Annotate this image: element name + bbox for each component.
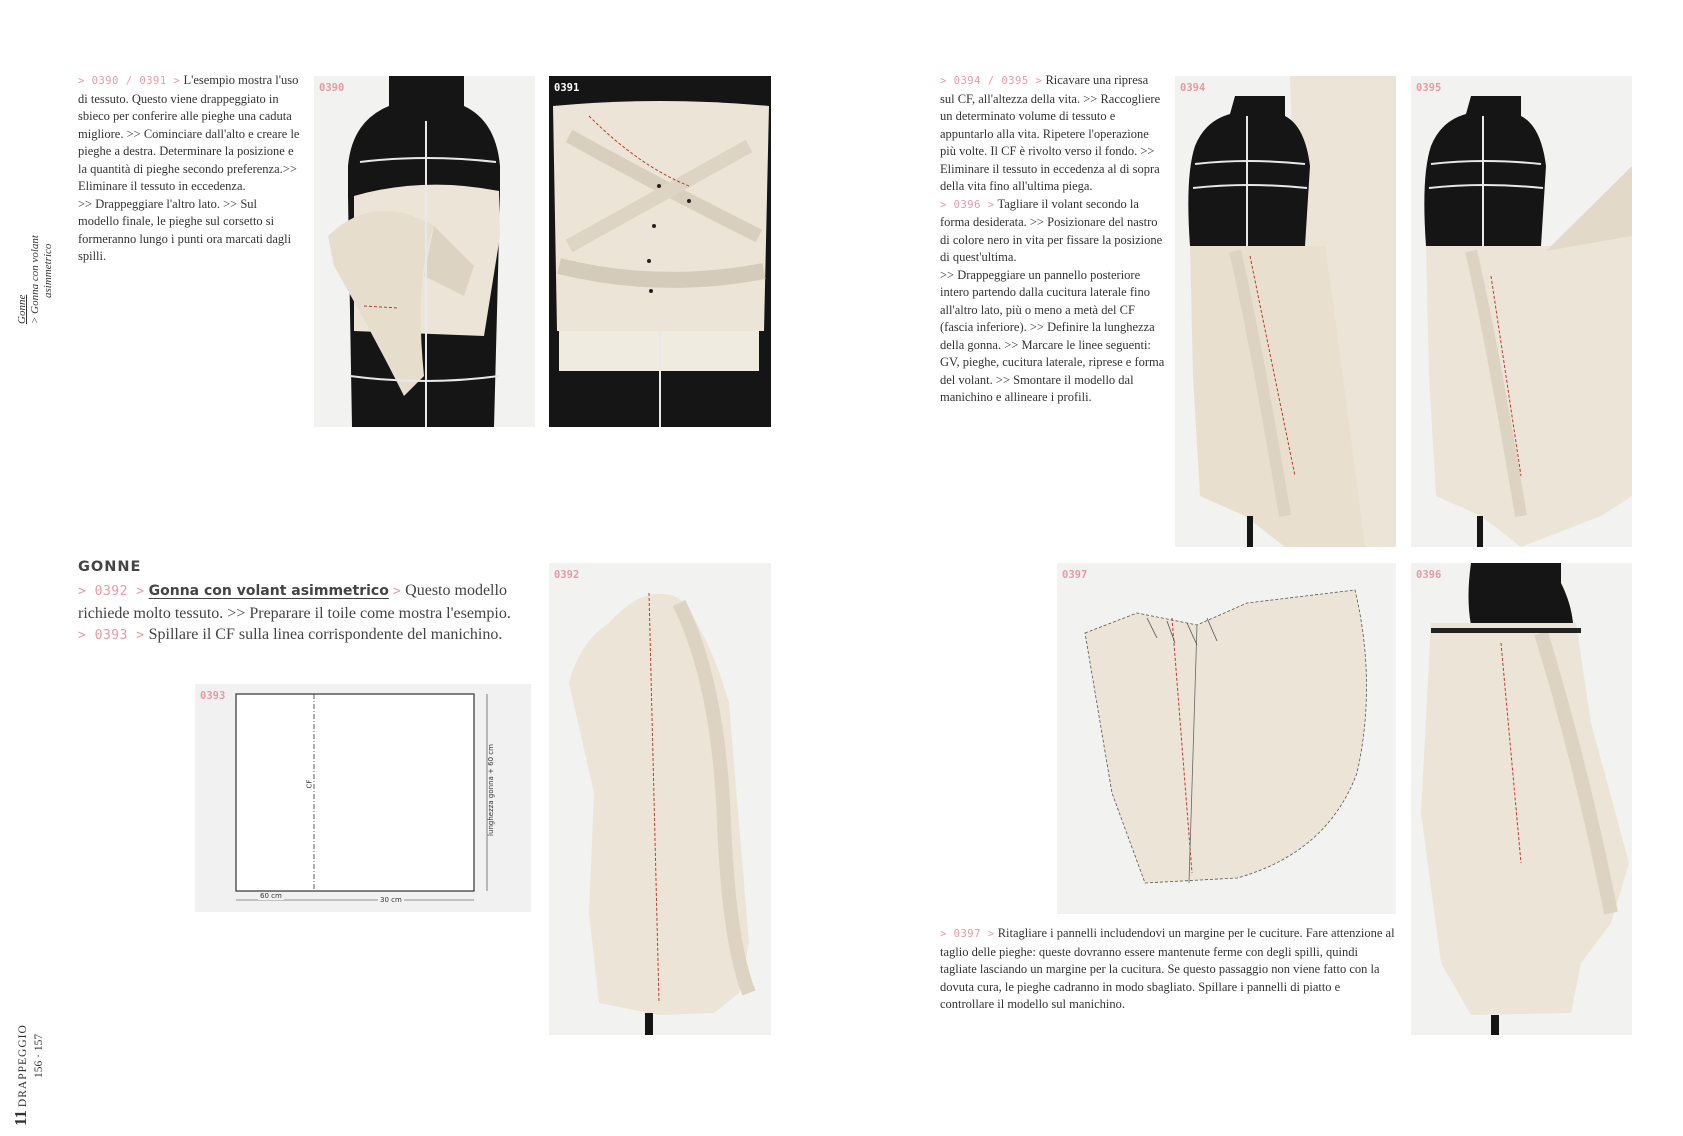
- figure-label-0391: 0391: [554, 82, 580, 94]
- page-footer: [11, 1024, 54, 1136]
- section-text-1: Questo modello richiede molto tessuto. >> Preparare il toile come mostra l'esempio.: [78, 582, 511, 622]
- photo-0396-drawing: [1411, 563, 1632, 1035]
- para-0390-1: L'esempio mostra l'uso di tessuto. Questo viene drappeggiato in sbieco per conferire alle pieghe una caduta migliore. >> Cominciare dall'alto e creare le pieghe a destra. Determinare la posizione e la quantità di pieghe secondo preferenza.>> Eliminare il tessuto in eccedenza.: [78, 73, 300, 193]
- width-left-label: 60 cm: [260, 892, 282, 900]
- cf-label: CF: [305, 779, 314, 789]
- para-0390-2: >> Drappeggiare l'altro lato. >> Sul modello finale, le pieghe sul corsetto si formeranno lungo i punti ora marcati dagli spilli.: [78, 196, 292, 263]
- ref-0397: > 0397 >: [940, 928, 995, 940]
- photo-0395: [1411, 76, 1632, 547]
- photo-0396: [1411, 563, 1632, 1035]
- sidebar-line-gonne: Gonne: [16, 294, 28, 324]
- photo-0397-drawing: [1057, 563, 1396, 914]
- section-subtitle: Gonna con volant asimmetrico: [148, 583, 389, 599]
- section-text: [78, 580, 530, 647]
- photo-0394: [1175, 76, 1396, 547]
- photo-0392-drawing: [549, 563, 771, 1035]
- text-0390-0391: [78, 72, 300, 266]
- width-total-label: 30 cm: [380, 896, 402, 904]
- photo-0391: [549, 76, 771, 427]
- height-label: lunghezza gonna + 60 cm: [487, 744, 495, 836]
- ref-0393: > 0393 >: [78, 628, 145, 643]
- figure-label-0394: 0394: [1180, 82, 1206, 94]
- diagram-0393: [195, 684, 531, 912]
- para-0396-1: Tagliare il volant secondo la forma desiderata. >> Posizionare del nastro di colore nero in vita per fissare la posizione di quest'ultima.: [940, 196, 1163, 264]
- ref-0396: > 0396 >: [940, 198, 995, 211]
- ref-0394-0395: > 0394 / 0395 >: [940, 75, 1043, 87]
- figure-label-0390: 0390: [319, 82, 345, 94]
- figure-label-0396: 0396: [1416, 569, 1442, 581]
- photo-0395-drawing: [1411, 76, 1632, 547]
- figure-label-0395: 0395: [1416, 82, 1442, 94]
- para-0394-1: Ricavare una ripresa sul CF, all'altezza della vita. >> Raccogliere un determinato volume di tessuto e appuntarlo alla vita. Ripetere l'operazione più volte. Il CF è rivolto verso il fondo. >> Eliminare il tessuto in eccedenza al di sopra della vita fino all'ultima piega.: [940, 73, 1161, 193]
- ref-0390-0391: > 0390 / 0391 >: [78, 75, 181, 87]
- section-heading: GONNE: [78, 559, 142, 575]
- figure-label-0392: 0392: [554, 569, 580, 581]
- photo-0394-drawing: [1175, 76, 1396, 547]
- page-numbers: 156 · 157: [33, 1033, 45, 1078]
- para-0396-2: >> Drappeggiare un pannello posteriore intero partendo dalla cucitura laterale fino all'altro lato, più o meno a metà del CF (fascia inferiore). >> Definire la lunghezza della gonna. >> Marcare le linee seguenti: GV, pieghe, cucitura laterale, riprese e forma del volant. >> Smontare il modello dal manichino e allineare i profili.: [940, 267, 1165, 404]
- ref-0392-after: >: [392, 584, 402, 599]
- photo-0390: [314, 76, 535, 427]
- sidebar-line-asimmetrico: asimmetrico: [42, 243, 54, 298]
- chapter-line: 11 DRAPPEGGIO: [11, 1024, 30, 1126]
- photo-0397: [1057, 563, 1396, 914]
- photo-0392: [549, 563, 771, 1035]
- photo-0390-drawing: [314, 76, 535, 427]
- diagram-0393-drawing: [195, 684, 531, 912]
- text-0397: [940, 925, 1395, 1014]
- text-0394-0396: [940, 72, 1165, 407]
- sidebar-running-head: [16, 234, 56, 324]
- photo-0391-drawing: [549, 76, 771, 427]
- figure-label-0397: 0397: [1062, 569, 1088, 581]
- para-0397: Ritagliare i pannelli includendovi un margine per le cuciture. Fare attenzione al taglio delle pieghe: queste dovranno essere mantenute ferme con degli spilli, quindi tagliate lasciando un margine per la cucitura. Se questo passaggio non viene fatto con la dovuta cura, le pieghe cadranno in modo sbagliato. Spillare i pannelli di piatto e controllare il modello sul manichino.: [940, 926, 1395, 1011]
- section-text-2: Spillare il CF sulla linea corrispondente del manichino.: [148, 626, 503, 643]
- figure-label-0393: 0393: [200, 690, 226, 702]
- ref-0392: > 0392 >: [78, 584, 145, 599]
- sidebar-line-volant: > Gonna con volant: [29, 235, 41, 324]
